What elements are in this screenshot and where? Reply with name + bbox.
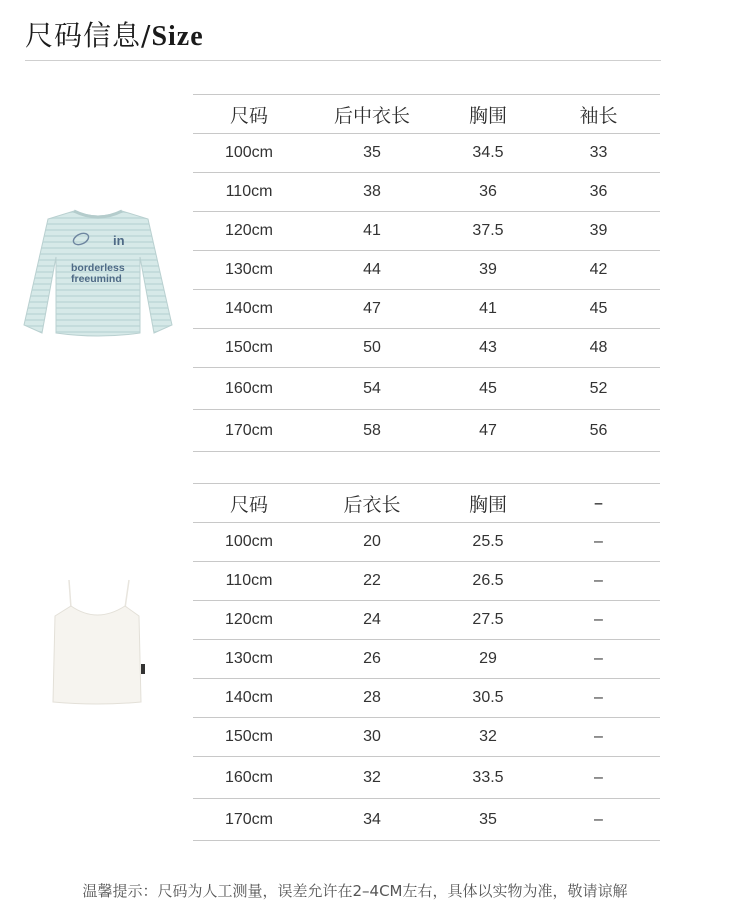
size-cell: 160cm xyxy=(193,757,305,799)
header-cell: 尺码 xyxy=(193,95,305,134)
chest-cell: 25.5 xyxy=(439,523,537,562)
size-cell: 110cm xyxy=(193,562,305,601)
size-cell: 100cm xyxy=(193,134,305,173)
chest-cell: 45 xyxy=(439,368,537,410)
camisole-image xyxy=(47,578,147,708)
tee-print-line1: borderless xyxy=(71,262,125,274)
table-row xyxy=(193,640,660,679)
chest-cell: 35 xyxy=(439,799,537,841)
chest-cell: 47 xyxy=(439,410,537,452)
length-cell: 20 xyxy=(305,523,439,562)
page-title-cn: 尺码信息/ xyxy=(25,19,152,52)
tee-badge-text: in xyxy=(113,233,125,248)
chest-cell: 39 xyxy=(439,251,537,290)
size-cell: 120cm xyxy=(193,212,305,251)
chest-cell: 29 xyxy=(439,640,537,679)
size-table-camisole xyxy=(193,483,660,841)
empty-cell: – xyxy=(537,523,660,562)
footer-note: 温馨提示：尺码为人工测量，误差允许在2–4CM左右，具体以实物为准，敬请谅解 xyxy=(82,882,628,900)
length-cell: 34 xyxy=(305,799,439,841)
title-divider xyxy=(25,60,661,61)
chest-cell: 30.5 xyxy=(439,679,537,718)
empty-cell: – xyxy=(537,718,660,757)
length-cell: 38 xyxy=(305,173,439,212)
length-cell: 35 xyxy=(305,134,439,173)
size-cell: 130cm xyxy=(193,640,305,679)
sleeve-cell: 45 xyxy=(537,290,660,329)
length-cell: 58 xyxy=(305,410,439,452)
length-cell: 32 xyxy=(305,757,439,799)
size-cell: 100cm xyxy=(193,523,305,562)
empty-cell: – xyxy=(537,679,660,718)
page-title xyxy=(25,14,204,54)
sleeve-cell: 39 xyxy=(537,212,660,251)
length-cell: 22 xyxy=(305,562,439,601)
page-title-en: Size xyxy=(151,21,204,52)
length-cell: 50 xyxy=(305,329,439,368)
chest-cell: 27.5 xyxy=(439,601,537,640)
length-cell: 41 xyxy=(305,212,439,251)
table-row xyxy=(193,410,660,452)
table-row xyxy=(193,329,660,368)
header-cell: 袖长 xyxy=(537,95,660,134)
sleeve-cell: 42 xyxy=(537,251,660,290)
table-row xyxy=(193,251,660,290)
size-cell: 140cm xyxy=(193,290,305,329)
table-row xyxy=(193,290,660,329)
chest-cell: 32 xyxy=(439,718,537,757)
size-cell: 160cm xyxy=(193,368,305,410)
empty-cell: – xyxy=(537,601,660,640)
chest-cell: 34.5 xyxy=(439,134,537,173)
size-cell: 170cm xyxy=(193,410,305,452)
header-cell: – xyxy=(537,484,660,523)
tee-print-line2: freeumind xyxy=(71,273,122,285)
chest-cell: 43 xyxy=(439,329,537,368)
length-cell: 24 xyxy=(305,601,439,640)
chest-cell: 33.5 xyxy=(439,757,537,799)
empty-cell: – xyxy=(537,799,660,841)
table-row xyxy=(193,799,660,841)
table-row xyxy=(193,523,660,562)
table-row xyxy=(193,212,660,251)
size-cell: 170cm xyxy=(193,799,305,841)
length-cell: 44 xyxy=(305,251,439,290)
sleeve-cell: 52 xyxy=(537,368,660,410)
length-cell: 47 xyxy=(305,290,439,329)
empty-cell: – xyxy=(537,757,660,799)
header-cell: 尺码 xyxy=(193,484,305,523)
table-row xyxy=(193,718,660,757)
table-row xyxy=(193,757,660,799)
size-cell: 110cm xyxy=(193,173,305,212)
size-cell: 130cm xyxy=(193,251,305,290)
header-cell: 后衣长 xyxy=(305,484,439,523)
sleeve-cell: 36 xyxy=(537,173,660,212)
table-row xyxy=(193,134,660,173)
length-cell: 26 xyxy=(305,640,439,679)
sleeve-cell: 56 xyxy=(537,410,660,452)
header-cell: 后中衣长 xyxy=(305,95,439,134)
table-row xyxy=(193,562,660,601)
table-header-row xyxy=(193,484,660,523)
chest-cell: 26.5 xyxy=(439,562,537,601)
length-cell: 28 xyxy=(305,679,439,718)
size-cell: 120cm xyxy=(193,601,305,640)
header-cell: 胸围 xyxy=(439,95,537,134)
table-row xyxy=(193,679,660,718)
table-row xyxy=(193,368,660,410)
table-header-row xyxy=(193,95,660,134)
chest-cell: 41 xyxy=(439,290,537,329)
table-row xyxy=(193,173,660,212)
size-cell: 150cm xyxy=(193,329,305,368)
length-cell: 30 xyxy=(305,718,439,757)
size-cell: 150cm xyxy=(193,718,305,757)
length-cell: 54 xyxy=(305,368,439,410)
size-cell: 140cm xyxy=(193,679,305,718)
empty-cell: – xyxy=(537,562,660,601)
sleeve-cell: 48 xyxy=(537,329,660,368)
long-sleeve-tee-image xyxy=(22,205,174,341)
chest-cell: 36 xyxy=(439,173,537,212)
sleeve-cell: 33 xyxy=(537,134,660,173)
table-row xyxy=(193,601,660,640)
header-cell: 胸围 xyxy=(439,484,537,523)
chest-cell: 37.5 xyxy=(439,212,537,251)
empty-cell: – xyxy=(537,640,660,679)
size-table-long-sleeve xyxy=(193,94,660,452)
